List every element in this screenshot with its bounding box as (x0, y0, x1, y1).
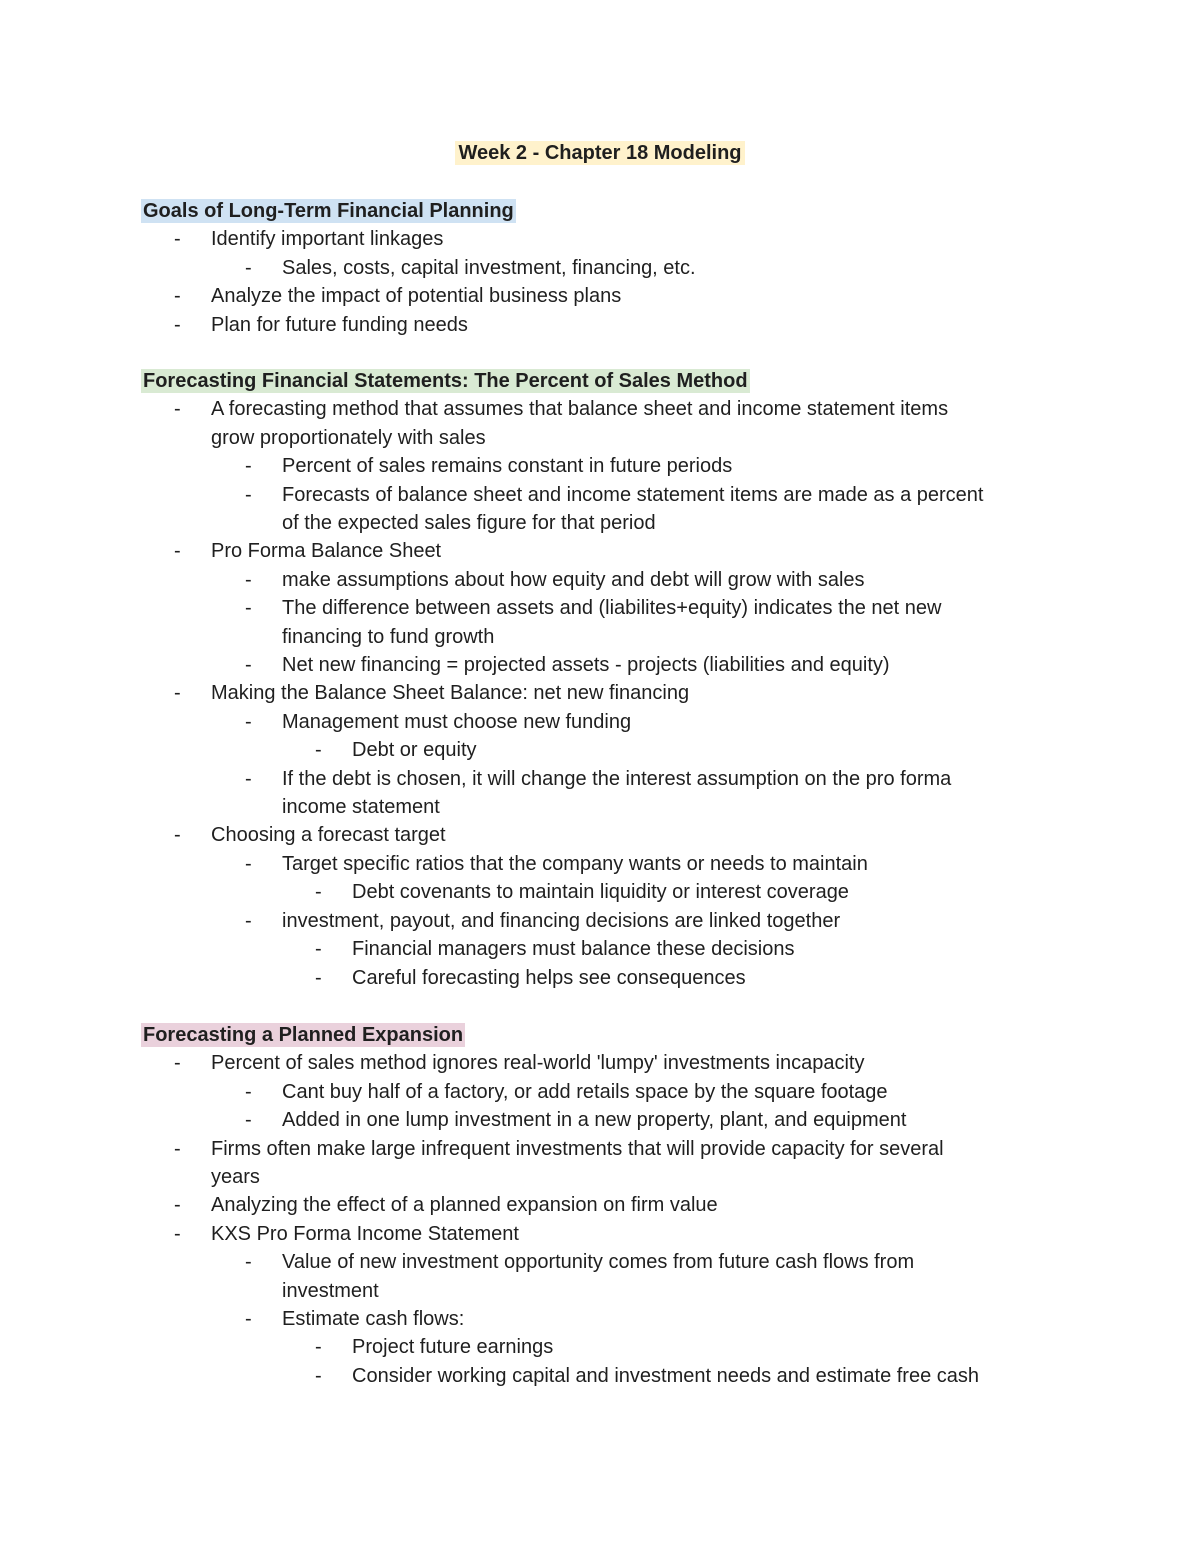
bullet-dash: - (245, 1109, 252, 1132)
list-item (141, 935, 1061, 963)
list-item (141, 821, 1061, 849)
list-item-text: Debt or equity (352, 739, 477, 762)
list-item-text: Analyzing the effect of a planned expansion on firm value (211, 1194, 718, 1217)
bullet-dash: - (315, 739, 322, 762)
list-item (141, 1106, 1061, 1134)
section-heading: Forecasting a Planned Expansion (143, 1024, 464, 1046)
bullet-dash: - (315, 1336, 322, 1359)
list-item-continuation (141, 509, 1061, 537)
list-item-text: Consider working capital and investment needs and estimate free cash (352, 1364, 980, 1387)
bullet-dash: - (174, 313, 181, 336)
list-item (141, 1362, 1061, 1390)
bullet-dash: - (174, 1052, 181, 1075)
bullet-dash: - (245, 654, 252, 677)
list-item-text: Financial managers must balance these decisions (352, 938, 795, 961)
list-item (141, 1191, 1061, 1219)
list-item-text: Percent of sales remains constant in future periods (282, 455, 733, 478)
list-item (141, 651, 1061, 679)
list-item (141, 765, 1061, 793)
bullet-dash: - (245, 1251, 252, 1274)
list-item-text: income statement (282, 796, 440, 819)
bullet-dash: - (174, 682, 181, 705)
list-item-text: If the debt is chosen, it will change the interest assumption on the pro forma (282, 767, 952, 790)
list-item (141, 1248, 1061, 1276)
bullet-dash: - (174, 285, 181, 308)
list-item-text: Firms often make large infrequent investments that will provide capacity for several (211, 1137, 944, 1160)
bullet-dash: - (315, 1364, 322, 1387)
list-item-continuation (141, 1277, 1061, 1305)
list-item-continuation (141, 623, 1061, 651)
list-item-text: Percent of sales method ignores real-world 'lumpy' investments incapacity (211, 1052, 865, 1075)
list-item-text: Forecasts of balance sheet and income statement items are made as a percent (282, 483, 984, 506)
list-item (141, 311, 1061, 339)
list-item-text: Cant buy half of a factory, or add retails space by the square footage (282, 1080, 888, 1103)
list-item (141, 1220, 1061, 1248)
list-item-text: Making the Balance Sheet Balance: net new financing (211, 682, 690, 705)
bullet-dash: - (245, 710, 252, 733)
bullet-dash: - (174, 1222, 181, 1245)
bullet-dash: - (245, 256, 252, 279)
list-item-text: Management must choose new funding (282, 710, 632, 733)
list-item-text: of the expected sales figure for that period (282, 512, 656, 535)
list-item (141, 254, 1061, 282)
list-item-text: Value of new investment opportunity comes from future cash flows from (282, 1251, 915, 1274)
section-planned-expansion (141, 1021, 1061, 1390)
list-item-text: Estimate cash flows: (282, 1308, 465, 1331)
list-item (141, 850, 1061, 878)
bullet-list (141, 225, 1061, 339)
section-goals (141, 197, 1061, 339)
list-item (141, 1135, 1061, 1163)
list-item (141, 481, 1061, 509)
list-item (141, 1049, 1061, 1077)
bullet-dash: - (245, 483, 252, 506)
list-item-text: The difference between assets and (liabilites+equity) indicates the net new (282, 597, 942, 620)
bullet-dash: - (174, 824, 181, 847)
list-item-text: investment, payout, and financing decisions are linked together (282, 909, 841, 932)
bullet-dash: - (245, 597, 252, 620)
bullet-dash: - (174, 1194, 181, 1217)
list-item-text: Project future earnings (352, 1336, 554, 1359)
list-item (141, 907, 1061, 935)
bullet-dash: - (245, 1308, 252, 1331)
list-item (141, 1333, 1061, 1361)
list-item-continuation (141, 793, 1061, 821)
bullet-dash: - (245, 909, 252, 932)
list-item-text: Analyze the impact of potential business plans (211, 285, 622, 308)
list-item-text: Choosing a forecast target (211, 824, 446, 847)
list-item (141, 878, 1061, 906)
list-item-text: Added in one lump investment in a new property, plant, and equipment (282, 1109, 907, 1132)
document-title: Week 2 - Chapter 18 Modeling (455, 141, 744, 165)
section-heading: Goals of Long-Term Financial Planning (143, 200, 514, 222)
list-item-text: make assumptions about how equity and debt will grow with sales (282, 568, 865, 591)
bullet-dash: - (315, 938, 322, 961)
list-item-text: investment (282, 1279, 379, 1302)
list-item (141, 395, 1061, 423)
list-item (141, 452, 1061, 480)
bullet-list (141, 1049, 1061, 1390)
list-item (141, 282, 1061, 310)
bullet-dash: - (245, 455, 252, 478)
list-item (141, 594, 1061, 622)
list-item (141, 736, 1061, 764)
list-item (141, 964, 1061, 992)
list-item-text: years (211, 1166, 260, 1189)
list-item-text: Debt covenants to maintain liquidity or interest coverage (352, 881, 849, 904)
list-item-text: grow proportionately with sales (211, 426, 486, 449)
list-item-text: financing to fund growth (282, 625, 495, 648)
list-item-continuation (141, 424, 1061, 452)
bullet-dash: - (315, 966, 322, 989)
bullet-list (141, 395, 1061, 992)
list-item (141, 679, 1061, 707)
bullet-dash: - (174, 1137, 181, 1160)
section-percent-of-sales (141, 367, 1061, 992)
list-item-text: Net new financing = projected assets - projects (liabilities and equity) (282, 654, 890, 677)
list-item (141, 708, 1061, 736)
list-item (141, 1305, 1061, 1333)
bullet-dash: - (315, 881, 322, 904)
list-item-continuation (141, 1163, 1061, 1191)
title-row (0, 139, 1200, 169)
bullet-dash: - (245, 767, 252, 790)
bullet-dash: - (245, 1080, 252, 1103)
list-item-text: Sales, costs, capital investment, financing, etc. (282, 256, 696, 279)
bullet-dash: - (245, 852, 252, 875)
list-item (141, 537, 1061, 565)
list-item (141, 1078, 1061, 1106)
list-item-text: A forecasting method that assumes that balance sheet and income statement items (211, 398, 949, 421)
list-item (141, 225, 1061, 253)
bullet-dash: - (174, 398, 181, 421)
section-heading: Forecasting Financial Statements: The Percent of Sales Method (143, 370, 748, 392)
list-item-text: Careful forecasting helps see consequences (352, 966, 746, 989)
bullet-dash: - (174, 228, 181, 251)
list-item-text: Target specific ratios that the company wants or needs to maintain (282, 852, 868, 875)
list-item-text: Pro Forma Balance Sheet (211, 540, 442, 563)
list-item-text: Identify important linkages (211, 228, 444, 251)
list-item-text: KXS Pro Forma Income Statement (211, 1222, 519, 1245)
list-item (141, 566, 1061, 594)
bullet-dash: - (174, 540, 181, 563)
bullet-dash: - (245, 568, 252, 591)
list-item-text: Plan for future funding needs (211, 313, 468, 336)
